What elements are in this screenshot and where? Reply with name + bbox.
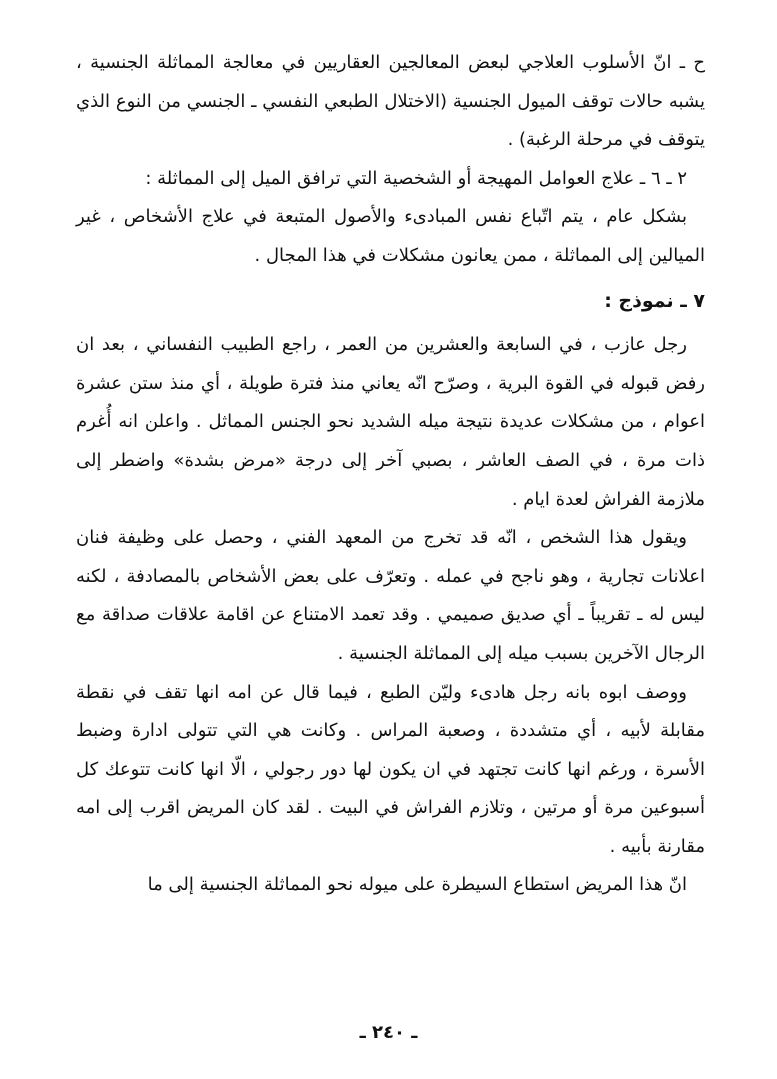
paragraph-case-intro: رجل عازب ، في السابعة والعشرين من العمر ، راجع الطبيب النفساني ، بعد ان رفض قبوله في القوة البرية ، وصرّح انّه يعاني منذ فترة طويلة ، أي منذ ستن عشرة اعوام ، من مشكلات عديدة نتيجة ميله الشديد نحو الجنس المماثل . واعلن انه أُغرم ذات مرة ، في الصف العاشر ، بصبي آخر إلى درجة «مرض بشدة» واضطر إلى ملازمة الفراش لعدة ايام .: [76, 334, 705, 510]
section-heading-example: ٧ ـ نموذج :: [604, 289, 705, 312]
body-text: [76, 44, 705, 905]
paragraph-case-control: انّ هذا المريض استطاع السيطرة على ميوله نحو المماثلة الجنسية إلى ما: [147, 874, 687, 896]
paragraph-therapy-style: ح ـ انّ الأسلوب العلاجي لبعض المعالجين العقاريين في معالجة المماثلة الجنسية ، يشبه حالات توقف الميول الجنسية (الاختلال الطبعي النفسي ـ الجنسي من النوع الذي يتوقف في مرحلة الرغبة) .: [76, 52, 705, 151]
paragraph-case-parents: ووصف ابوه بانه رجل هادىء وليّن الطبع ، فيما قال عن امه انها تقف في نقطة مقابلة لأبيه ، أي متشددة ، وصعبة المراس . وكانت هي التي تتولى ادارة وضبط الأسرة ، ورغم انها كانت تجتهد في ان يكون لها دور رجولي ، الّا انها كانت تتوعك كل أسبوعين مرة أو مرتين ، وتلازم الفراش في البيت . لقد كان المريض اقرب إلى امه مقارنة بأبيه .: [76, 681, 705, 857]
paragraph-case-work: ويقول هذا الشخص ، انّه قد تخرج من المعهد الفني ، وحصل على وظيفة فنان اعلانات تجارية ، وهو ناجح في عمله . وتعرّف على بعض الأشخاص بالمصادفة ، لكنه ليس له ـ تقريباً ـ أي صديق صميمي . وقد تعمد الامتناع عن اقامة علاقات صداقة مع الرجال الآخرين بسبب ميله إلى المماثلة الجنسية .: [76, 527, 705, 664]
paragraph-section-2-6: ٢ ـ ٦ ـ علاج العوامل المهيجة أو الشخصية التي ترافق الميل إلى المماثلة :: [145, 167, 687, 189]
paragraph-general-principles: بشكل عام ، يتم اتّباع نفس المبادىء والأصول المتبعة في علاج الأشخاص ، غير الميالين إلى المماثلة ، ممن يعانون مشكلات في هذا المجال .: [76, 206, 705, 266]
page-number: ـ ٢٤٠ ـ: [359, 1022, 418, 1043]
